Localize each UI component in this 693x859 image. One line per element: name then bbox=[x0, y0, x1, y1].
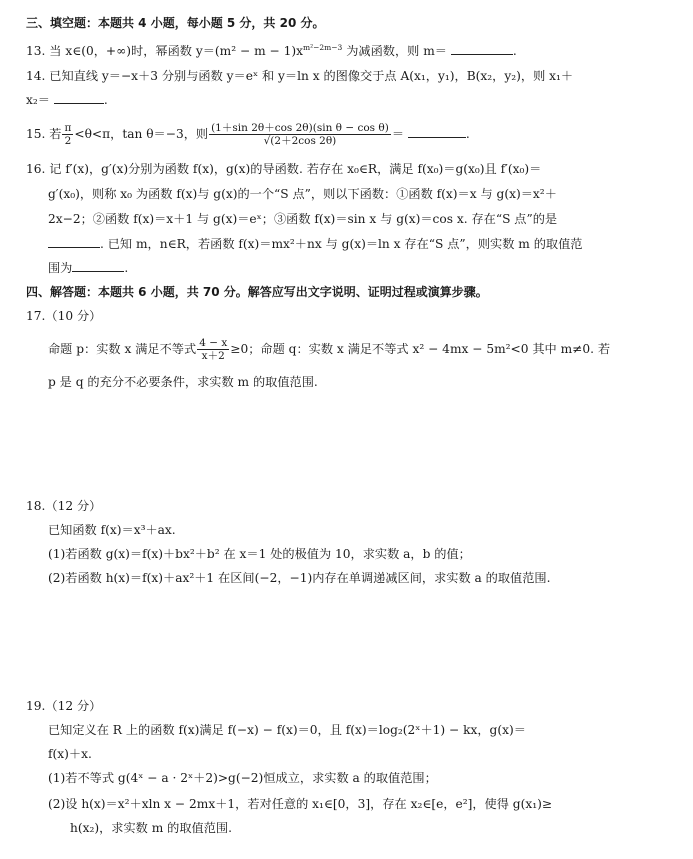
q17-fraction bbox=[197, 337, 229, 362]
question-19-line-5: h(x₂)，求实数 m 的取值范围. bbox=[70, 821, 232, 835]
question-19-line-3: (1)若不等式 g(4ˣ − a · 2ˣ＋2)>g(−2)恒成立，求实数 a 的取值范围； bbox=[48, 771, 437, 785]
q13-text-b: 为减函数，则 m＝ bbox=[342, 44, 447, 58]
question-16-line-4 bbox=[48, 235, 675, 253]
q15-mid: <θ<π，tan θ＝−3，则 bbox=[74, 127, 209, 141]
question-16-line-5: 围为 . bbox=[48, 261, 129, 275]
question-16-line-1: 16. 记 f′(x)，g′(x)分别为函数 f(x)，g(x)的导函数. 若存在 x₀∈R，满足 f(x₀)＝g(x₀)且 f′(x₀)＝ bbox=[26, 162, 542, 176]
q15-pi-fraction bbox=[62, 122, 73, 147]
question-17-title: 17.（10 分） bbox=[26, 309, 102, 323]
q15-prefix: 15. 若 bbox=[26, 127, 62, 141]
q16-answer-blank-1[interactable] bbox=[48, 235, 100, 248]
q14-answer-blank[interactable] bbox=[54, 91, 104, 104]
question-16-line-3: 2x−2；②函数 f(x)＝x＋1 与 g(x)＝eˣ；③函数 f(x)＝sin x 与 g(x)＝cos x. 存在“S 点”的是 bbox=[48, 212, 558, 226]
question-19-line-2: f(x)＋x. bbox=[48, 747, 92, 761]
question-17-line-1 bbox=[48, 337, 675, 362]
question-18-line-3: (2)若函数 h(x)＝f(x)＋ax²＋1 在区间(−2，−1)内存在单调递减区间，求实数 a 的取值范围. bbox=[48, 571, 551, 585]
q13-answer-blank[interactable] bbox=[451, 42, 513, 55]
q13-exponent: m²−2m−3 bbox=[302, 43, 343, 52]
question-16-line-2: g′(x₀)，则称 x₀ 为函数 f(x)与 g(x)的一个“S 点”，则以下函数：①函数 f(x)＝x 与 g(x)＝x²＋ bbox=[48, 187, 557, 201]
question-18-line-2: (1)若函数 g(x)＝f(x)＋bx²＋b² 在 x＝1 处的极值为 10，求实数 a，b 的值； bbox=[48, 547, 471, 561]
question-18-title: 18.（12 分） bbox=[26, 499, 102, 513]
q17-frac-num: 4 − x bbox=[199, 337, 228, 349]
q15-pi-den: 2 bbox=[64, 135, 72, 147]
question-18-line-1: 已知函数 f(x)＝x³＋ax. bbox=[48, 523, 176, 537]
q15-frac-num: (1＋sin 2θ＋cos 2θ)(sin θ − cos θ) bbox=[211, 122, 389, 134]
q15-pi-num: π bbox=[64, 122, 72, 134]
question-19-line-4: (2)设 h(x)＝x²＋xln x − 2mx＋1，若对任意的 x₁∈[0，3]，存在 x₂∈[e，e²]，使得 g(x₁)≥ bbox=[48, 797, 553, 811]
q17-frac-den: x＋2 bbox=[201, 350, 225, 362]
question-19-title: 19.（12 分） bbox=[26, 699, 102, 713]
q17-line1b: ≥0；命题 q：实数 x 满足不等式 x² − 4mx − 5m²<0 其中 m≠0. 若 bbox=[230, 342, 611, 356]
q16-line4-text: . 已知 m，n∈R，若函数 f(x)＝mx²＋nx 与 g(x)＝ln x 存在“S 点”，则实数 m 的取值范 bbox=[100, 237, 583, 251]
q16-answer-blank-2[interactable] bbox=[72, 259, 124, 272]
question-17-line-2: p 是 q 的充分不必要条件，求实数 m 的取值范围. bbox=[48, 375, 318, 389]
section-3-header: 三、填空题：本题共 4 小题，每小题 5 分，共 20 分。 bbox=[26, 16, 325, 30]
q13-number: 13. bbox=[26, 44, 46, 58]
question-14-line-2: x₂＝ . bbox=[26, 93, 108, 107]
q15-answer-blank[interactable] bbox=[408, 125, 466, 138]
question-14-line-1: 14. 已知直线 y＝−x＋3 分别与函数 y＝eˣ 和 y＝ln x 的图像交于点 A(x₁，y₁)，B(x₂，y₂)，则 x₁＋ bbox=[26, 69, 574, 83]
q17-line1a: 命题 p：实数 x 满足不等式 bbox=[48, 342, 197, 356]
q15-main-fraction bbox=[209, 122, 391, 147]
question-13: 13. 当 x∈(0，+∞)时，幂函数 $y=(m^2 - m - 1)x^{m^2-2m-3}$ 为减函数，则 m＝ . bbox=[26, 43, 517, 58]
question-15: 15. 若 $\frac{\pi}{2}$ <θ<π，tan θ＝−3，则 $\frac{\text{(1＋sin 2θ＋cos 2θ)(sin θ − cos θ)}}{√(2+2\cos 2\theta)}$ ＝ . bbox=[26, 122, 470, 147]
question-19-line-1: 已知定义在 R 上的函数 f(x)满足 f(−x) − f(x)＝0，且 f(x)＝log₂(2ˣ＋1) − kx，g(x)＝ bbox=[48, 723, 526, 737]
q13-text-a: 当 x∈(0，+∞)时，幂函数 y＝(m² − m − 1)x bbox=[49, 44, 303, 58]
q14-line2-text: x₂＝ bbox=[26, 93, 50, 107]
q15-suffix: ＝ bbox=[391, 127, 405, 141]
q15-frac-den: √(2＋2cos 2θ) bbox=[263, 135, 337, 147]
section-4-header: 四、解答题：本题共 6 小题，共 70 分。解答应写出文字说明、证明过程或演算步骤。 bbox=[26, 285, 488, 299]
q16-line5-text: 围为 bbox=[48, 261, 73, 275]
